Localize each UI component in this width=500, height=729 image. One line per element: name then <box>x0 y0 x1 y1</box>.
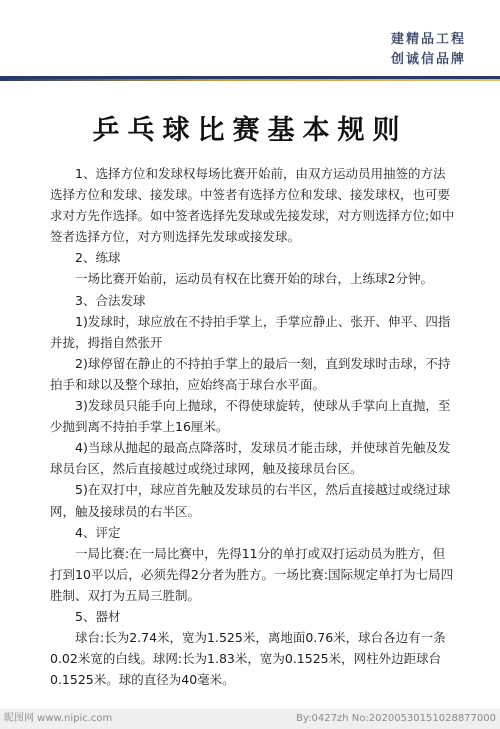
section-1-body: 1、选择方位和发球权每场比赛开始前，由双方运动员用抽签的方法选择方位和发球、接发球。中签者有选择方位和发球、接发球权，也可要求对方先作选择。如中签者选择先发球或先接发球，对方则选择方位;如中签者选择方位，对方则选择先发球或接发球。 <box>50 166 455 245</box>
section-3-rule-1: 1)发球时，球应放在不持拍手掌上，手掌应静止、张开、伸平、四指并拢，拇指自然张开 <box>50 313 451 350</box>
section-3-rule-2: 2)球停留在静止的不持拍手掌上的最后一刻，直到发球时击球，不持拍手和球以及整个球拍，应始终高于球台水平面。 <box>50 355 451 392</box>
section-3-rule-5: 5)在双打中，球应首先触及发球员的右半区，然后直接越过或绕过球网，触及接球员的右半区。 <box>50 482 451 519</box>
slogan <box>391 30 466 70</box>
section-4-heading: 4、评定 <box>75 524 121 540</box>
rules-content <box>50 163 455 690</box>
section-5-heading: 5、器材 <box>75 608 121 624</box>
watermark-id: By:0427zh No:20200530151028877000 <box>296 713 496 724</box>
section-2-body: 一场比赛开始前，运动员有权在比赛开始的球台，上练球2分钟。 <box>75 271 433 287</box>
section-3-rule-4: 4)当球从抛起的最高点降落时，发球员才能击球，并使球首先触及发球员台区，然后直接越过或绕过球网，触及接球员台区。 <box>50 440 451 477</box>
section-3-heading: 3、合法发球 <box>75 292 146 308</box>
slogan-line-2: 创诚信品牌 <box>390 52 466 67</box>
page-title: 乒乓球比赛基本规则 <box>92 115 408 146</box>
header-divider-gold <box>0 79 500 81</box>
watermark-footer <box>0 709 500 729</box>
section-2-heading: 2、练球 <box>75 250 121 266</box>
section-5-body: 球台:长为2.74米，宽为1.525米，离地面0.76米，球台各边有一条0.02米宽的白线。球网:长为1.83米，宽为0.1525米，网柱外边距球台0.1525米。球的直径为40毫米。 <box>50 630 446 688</box>
section-4-body: 一局比赛:在一局比赛中，先得11分的单打或双打运动员为胜方，但打到10平以后，必须先得2分者为胜方。一场比赛:国际规定单打为七局四胜制、双打为五局三胜制。 <box>50 545 454 603</box>
section-3-rule-3: 3)发球员只能手向上抛球，不得使球旋转，使球从手掌向上直抛，至少抛到离不持拍手掌上16厘米。 <box>50 398 451 435</box>
slogan-line-1: 建精品工程 <box>390 32 466 47</box>
watermark-site: 昵图网 www.nipic.com <box>4 713 113 724</box>
